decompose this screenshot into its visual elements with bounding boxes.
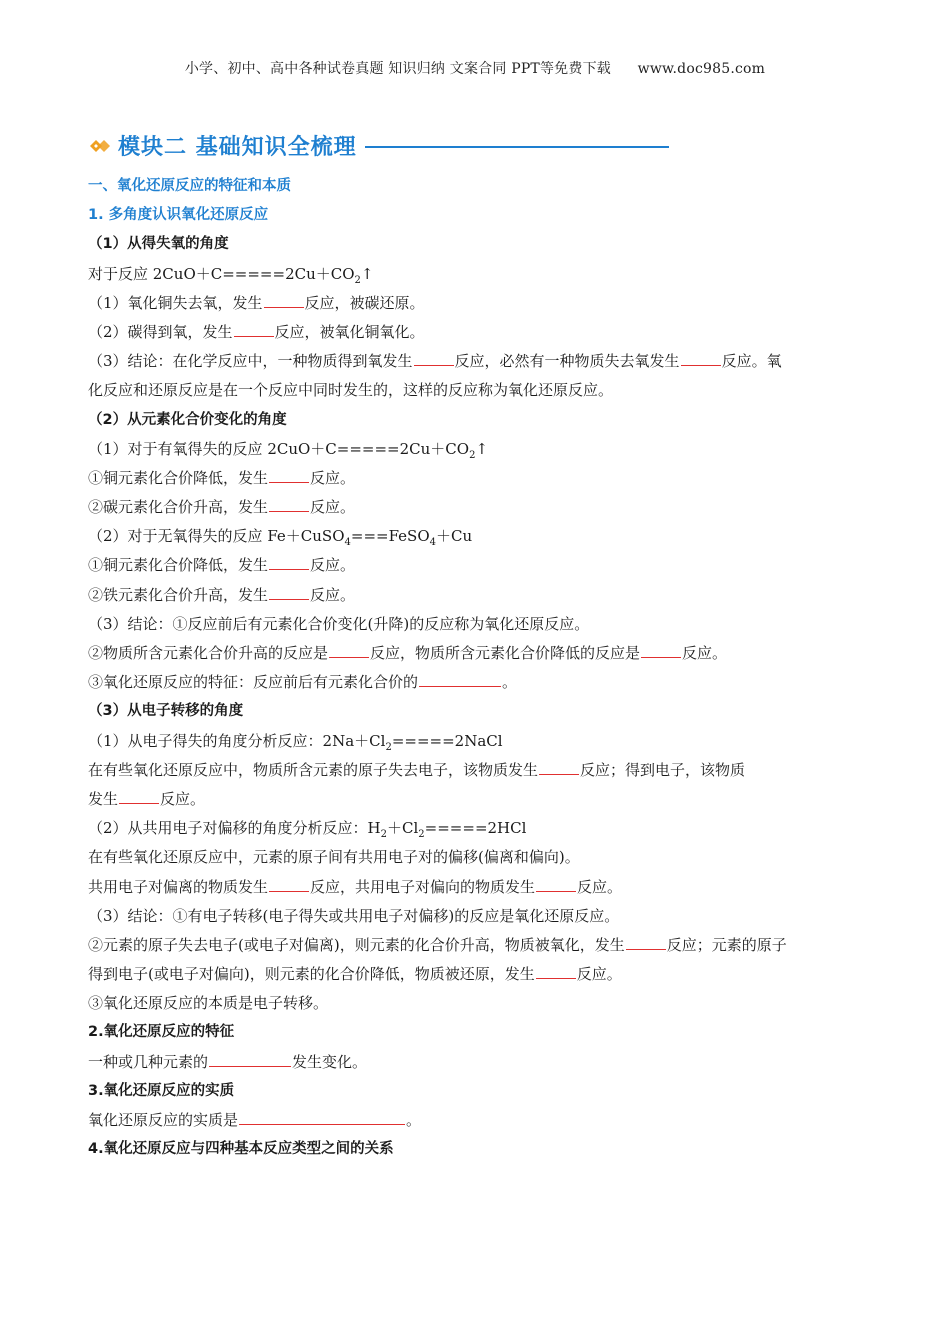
- module-heading: [88, 130, 669, 161]
- double-diamond-icon: [88, 137, 112, 155]
- text-span: 2.氧化还原反应的特征: [88, 1024, 235, 1041]
- text-line: [88, 318, 868, 347]
- text-span: ①铜元素化合价降低，发生: [88, 556, 269, 575]
- text-span: 发生: [88, 789, 119, 808]
- text-span: ③氧化还原反应的本质是电子转移。: [88, 994, 329, 1013]
- subscript: 2: [380, 829, 388, 841]
- text-span: 反应。: [682, 644, 728, 662]
- header-text: 小学、初中、高中各种试卷真题 知识归纳 文案合同 PPT等免费下载: [184, 61, 611, 77]
- fill-in-blank: [269, 552, 309, 570]
- text-span: 反应；元素的原子: [666, 935, 787, 954]
- section-heading: [88, 1018, 868, 1047]
- text-span: ＋Cl: [387, 819, 419, 838]
- section-heading: [88, 230, 868, 259]
- text-line: [88, 610, 868, 639]
- text-line: [88, 727, 868, 756]
- subscript: 2: [469, 449, 476, 461]
- subscript: 2: [385, 741, 392, 753]
- fill-in-blank: [414, 348, 454, 366]
- fill-in-blank: [536, 961, 576, 979]
- section-heading: [88, 697, 868, 726]
- fill-in-blank: [269, 874, 309, 892]
- fill-in-blank: [269, 494, 309, 512]
- title-rule: [365, 146, 669, 148]
- fill-in-blank: [419, 669, 501, 687]
- text-span: ①铜元素化合价降低，发生: [88, 468, 269, 487]
- text-span: 1. 多角度认识氧化还原反应: [88, 207, 269, 224]
- fill-in-blank: [681, 348, 721, 366]
- text-span: （1）氧化铜失去氧，发生: [88, 293, 263, 312]
- text-span: （3）结论：①有电子转移(电子得失或共用电子对偏移)的反应是氧化还原反应。: [88, 906, 620, 925]
- text-span: 反应，必然有一种物质失去氧发生: [454, 352, 680, 371]
- text-span: =====2HCl: [424, 819, 527, 838]
- text-line: [88, 522, 868, 551]
- text-line: [88, 464, 868, 493]
- text-span: 反应，被碳还原。: [304, 293, 425, 312]
- text-line: [88, 1106, 868, 1135]
- fill-in-blank: [119, 786, 159, 804]
- text-line: [88, 902, 868, 931]
- text-span: 反应，被氧化铜氧化。: [274, 322, 425, 341]
- text-line: [88, 960, 868, 989]
- text-span: 反应，共用电子对偏向的物质发生: [310, 877, 536, 896]
- fill-in-blank: [269, 465, 309, 483]
- text-span: 反应；得到电子，该物质: [580, 760, 746, 779]
- text-span: ②物质所含元素化合价升高的反应是: [88, 644, 329, 662]
- text-span: 氧化还原反应的实质是: [88, 1111, 239, 1129]
- text-span: ②铁元素化合价升高，发生: [88, 585, 269, 604]
- text-span: ②碳元素化合价升高，发生: [88, 498, 269, 517]
- fill-in-blank: [264, 290, 304, 308]
- fill-in-blank: [329, 640, 369, 658]
- section-heading: [88, 1135, 868, 1164]
- page-header: [0, 58, 950, 78]
- text-span: 反应。: [310, 556, 356, 575]
- text-span: 化反应和还原反应是在一个反应中同时发生的，这样的反应称为氧化还原反应。: [88, 381, 614, 400]
- text-span: 反应。: [310, 468, 356, 487]
- document-body: [88, 172, 868, 1164]
- header-site: www.doc985.com: [637, 61, 766, 77]
- text-span: ===FeSO: [350, 527, 430, 546]
- section-heading: [88, 406, 868, 435]
- section-heading: [88, 1077, 868, 1106]
- text-span: （1）对于有氧得失的反应 2CuO＋C=====2Cu＋CO: [88, 439, 470, 458]
- text-span: =====2NaCl: [391, 731, 503, 750]
- text-span: 得到电子(或电子对偏向)，则元素的化合价降低，物质被还原，发生: [88, 965, 535, 984]
- fill-in-blank: [536, 874, 576, 892]
- text-span: 反应。: [310, 585, 356, 604]
- text-span: 反应。氧: [721, 352, 782, 371]
- text-line: [88, 843, 868, 872]
- text-span: （2）对于无氧得失的反应 Fe＋CuSO: [88, 527, 345, 546]
- text-span: ↑: [360, 264, 374, 283]
- text-span: （3）结论：在化学反应中，一种物质得到氧发生: [88, 352, 413, 371]
- fill-in-blank: [641, 640, 681, 658]
- section-heading: [88, 172, 868, 201]
- text-span: 。: [502, 673, 518, 692]
- text-span: 反应。: [310, 498, 356, 517]
- text-line: [88, 347, 868, 376]
- text-span: 在有些氧化还原反应中，元素的原子间有共用电子对的偏移(偏离和偏向)。: [88, 848, 580, 867]
- fill-in-blank: [539, 757, 579, 775]
- text-span: （2）从共用电子对偏移的角度分析反应：H: [88, 819, 381, 838]
- text-line: [88, 873, 868, 902]
- text-line: [88, 931, 868, 960]
- text-span: ↑: [475, 439, 489, 458]
- text-span: 一、氧化还原反应的特征和本质: [88, 178, 291, 194]
- text-span: 反应。: [576, 965, 622, 984]
- text-span: （3）结论：①反应前后有元素化合价变化(升降)的反应称为氧化还原反应。: [88, 614, 590, 633]
- fill-in-blank: [269, 582, 309, 600]
- text-span: ②元素的原子失去电子(或电子对偏离)，则元素的化合价升高，物质被氧化，发生: [88, 935, 625, 954]
- text-line: [88, 639, 868, 668]
- text-line: [88, 756, 868, 785]
- text-line: [88, 581, 868, 610]
- module-title: 模块二 基础知识全梳理: [118, 135, 357, 160]
- text-span: （1）从电子得失的角度分析反应：2Na＋Cl: [88, 731, 386, 750]
- text-line: [88, 785, 868, 814]
- text-span: 4.氧化还原反应与四种基本反应类型之间的关系: [88, 1141, 394, 1158]
- text-span: （1）从得失氧的角度: [88, 236, 229, 253]
- text-span: 一种或几种元素的: [88, 1052, 209, 1071]
- text-line: [88, 989, 868, 1018]
- text-span: 反应。: [577, 877, 623, 896]
- text-span: 对于反应 2CuO＋C=====2Cu＋CO: [88, 264, 355, 283]
- text-span: 共用电子对偏离的物质发生: [88, 877, 269, 896]
- text-line: [88, 260, 868, 289]
- section-heading: [88, 201, 868, 230]
- text-span: 。: [406, 1111, 422, 1129]
- fill-in-blank: [626, 932, 666, 950]
- text-span: ＋Cu: [436, 527, 473, 546]
- text-span: 发生变化。: [292, 1052, 368, 1071]
- text-line: [88, 435, 868, 464]
- text-line: [88, 493, 868, 522]
- subscript: 4: [429, 537, 436, 549]
- text-span: （2）从元素化合价变化的角度: [88, 411, 287, 428]
- fill-in-blank: [239, 1107, 405, 1125]
- text-span: 在有些氧化还原反应中，物质所含元素的原子失去电子，该物质发生: [88, 760, 539, 779]
- text-span: ③氧化还原反应的特征：反应前后有元素化合价的: [88, 673, 419, 692]
- text-span: 3.氧化还原反应的实质: [88, 1082, 235, 1099]
- text-line: [88, 1048, 868, 1077]
- text-line: [88, 376, 868, 405]
- fill-in-blank: [209, 1049, 291, 1067]
- subscript: 4: [344, 537, 351, 549]
- fill-in-blank: [234, 319, 274, 337]
- subscript: 2: [354, 274, 361, 286]
- text-line: [88, 668, 868, 697]
- text-line: [88, 551, 868, 580]
- text-line: [88, 814, 868, 843]
- subscript: 2: [418, 829, 425, 841]
- text-line: [88, 289, 868, 318]
- text-span: （3）从电子转移的角度: [88, 703, 244, 720]
- text-span: 反应。: [160, 789, 206, 808]
- text-span: （2）碳得到氧，发生: [88, 322, 233, 341]
- text-span: 反应，物质所含元素化合价降低的反应是: [370, 644, 641, 662]
